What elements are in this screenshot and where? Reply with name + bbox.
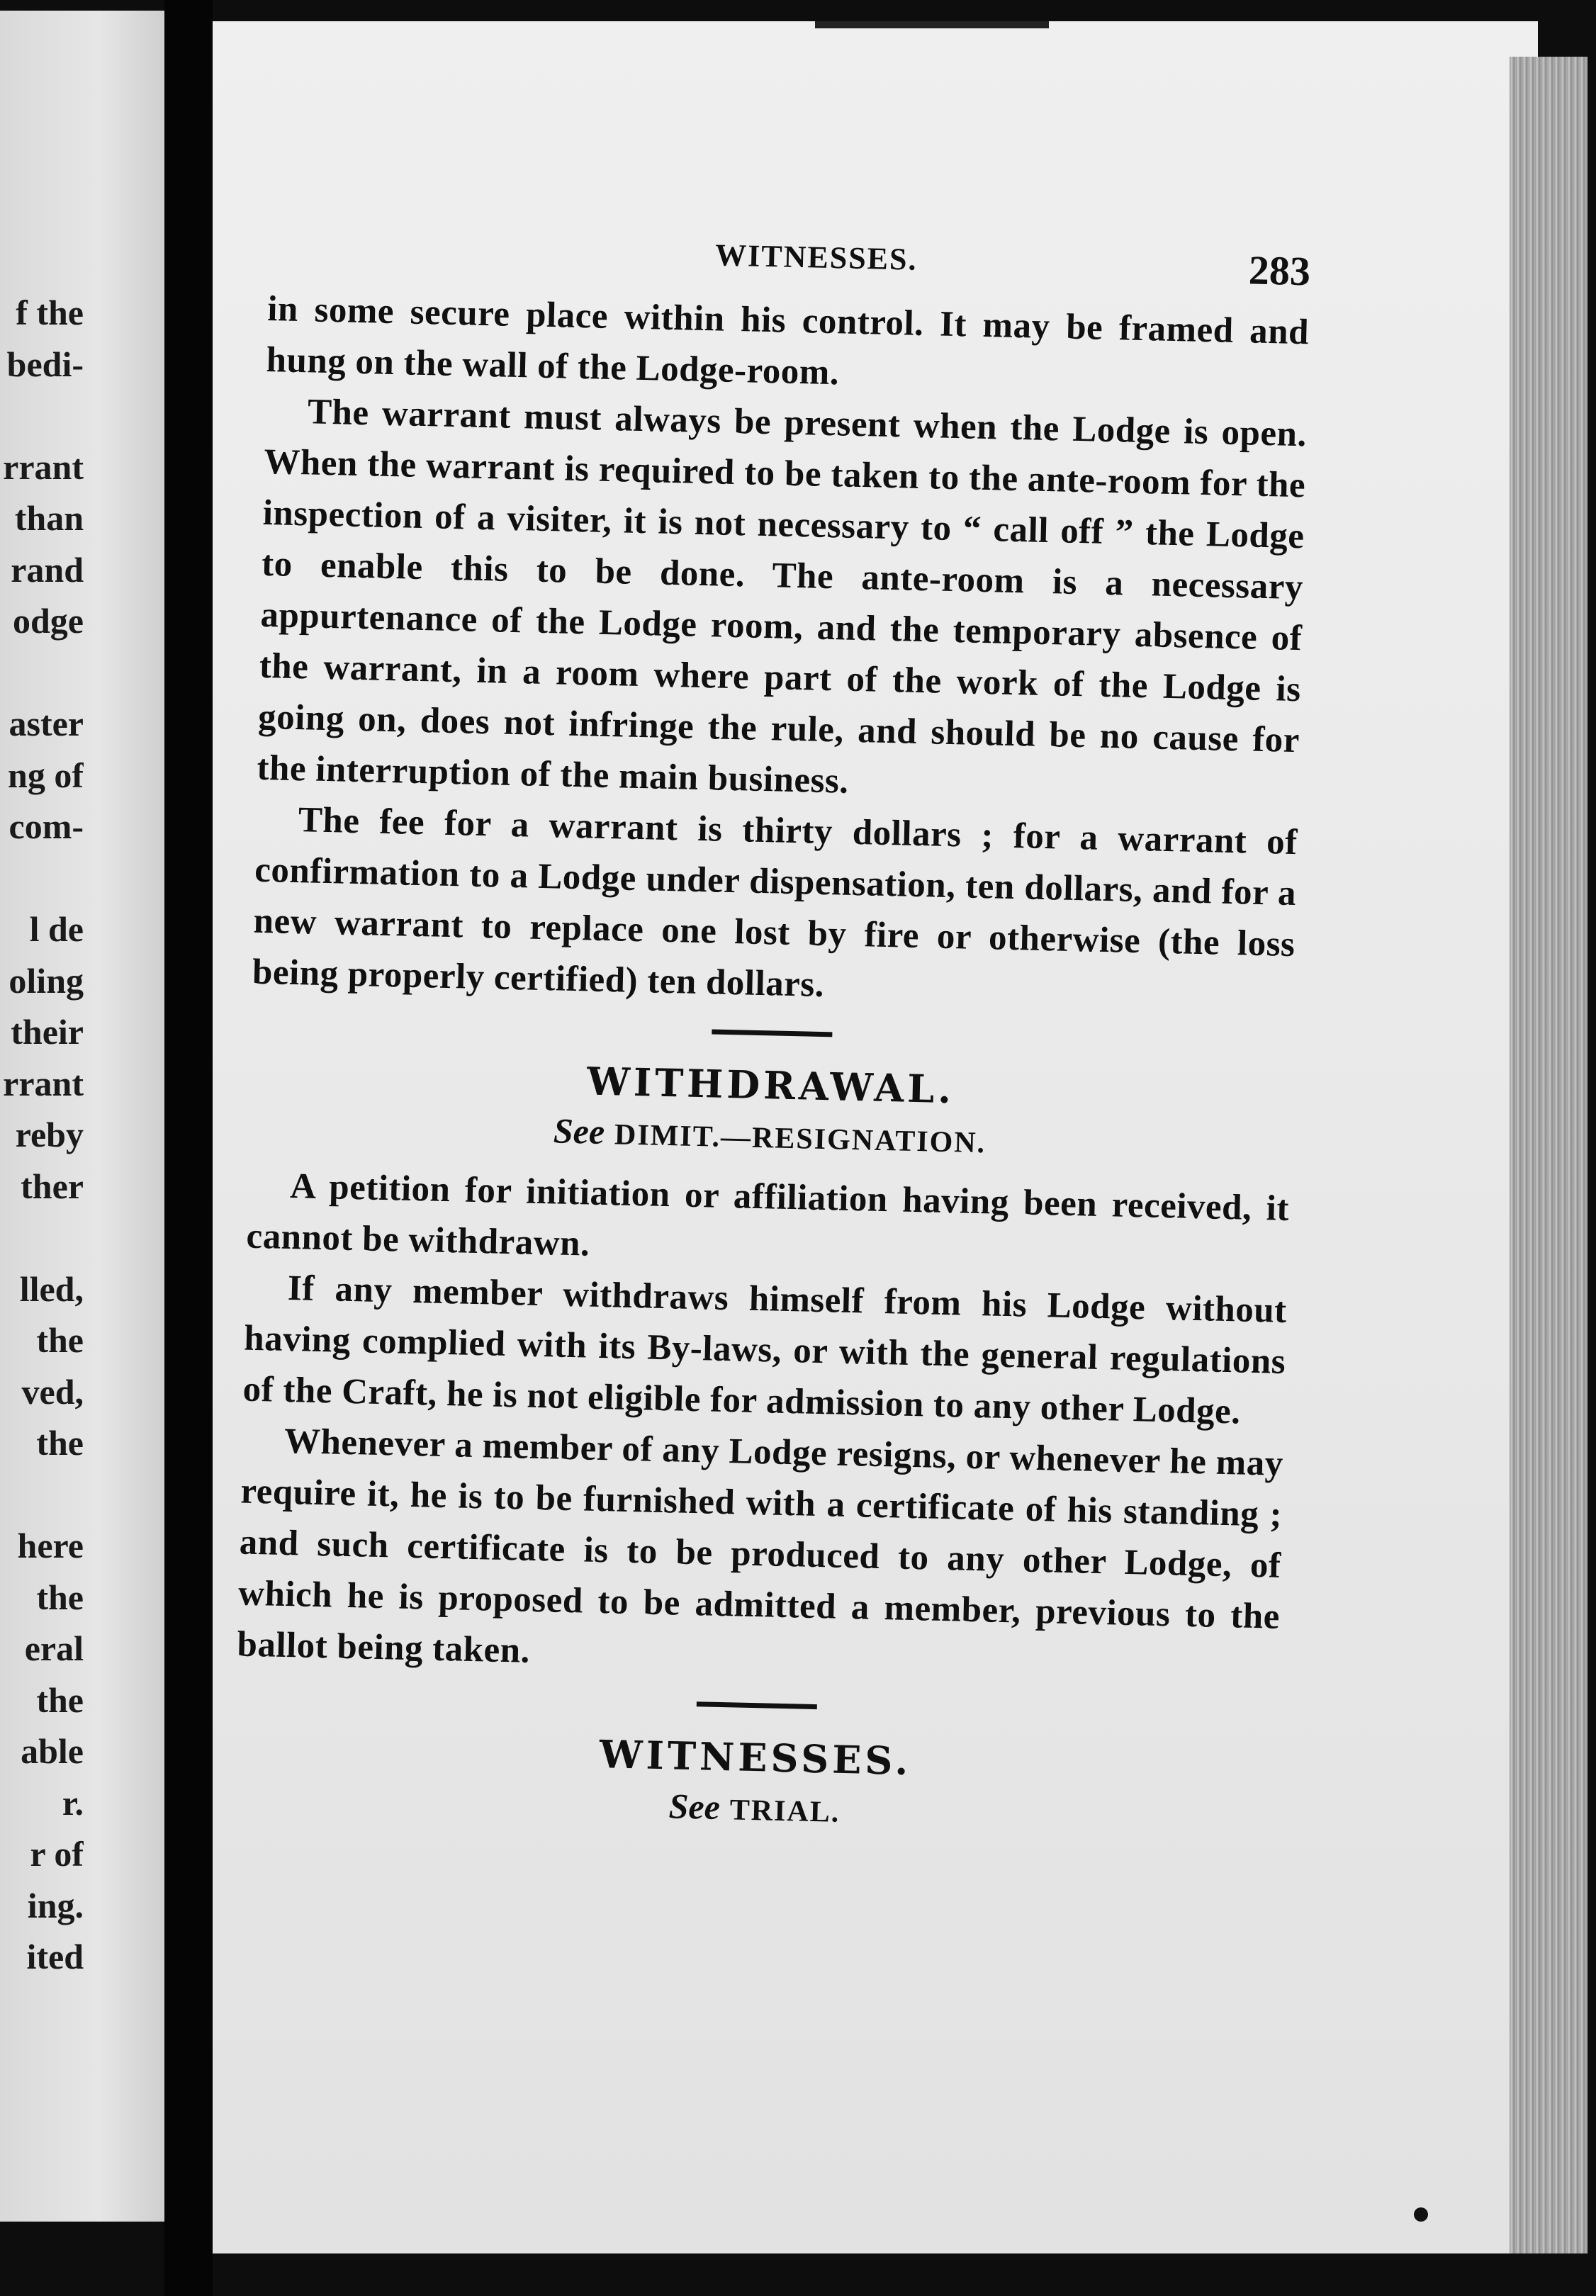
left-fragment-line: eral (24, 1628, 84, 1668)
left-fragment-line: odge (13, 601, 84, 641)
left-fragment-line (0, 1469, 84, 1521)
left-fragment-line: ited (26, 1937, 84, 1976)
left-fragment-line: aster (9, 704, 84, 743)
left-fragment-line (0, 1212, 84, 1264)
left-fragment-line: rrant (3, 446, 84, 487)
left-fragment-line: their (11, 1012, 84, 1052)
withdrawal-heading: WITHDRAWAL. (586, 1058, 955, 1113)
warrant-fee-paragraph: The fee for a warrant is thirty dollars ; for a warrant of confirmation to a Lodge under dispensation, ten dollars, and for a new warrant to replace one lost by fire or otherwise (the loss being properly certified) ten dollars. (252, 800, 1298, 1006)
cross-reference-targets: DIMIT.—RESIGNATION. (614, 1118, 987, 1160)
left-fragment-line (0, 647, 84, 699)
left-fragment-line: com- (9, 806, 84, 846)
left-fragment-line: ved, (21, 1371, 84, 1412)
ink-dot (1414, 2207, 1428, 2222)
cross-reference-targets: TRIAL. (729, 1794, 841, 1829)
page-header: WITNESSES. (714, 237, 918, 277)
left-fragment-line: rand (11, 549, 84, 590)
left-fragment-line: lled, (19, 1268, 84, 1309)
left-fragment-line (0, 852, 84, 904)
withdrawal-paragraph: If any member withdraws himself from his Lodge without having complied with its By-laws, or with the general regulations of the Craft, he is not eligible for admission to any other Lodge. (242, 1268, 1288, 1432)
left-fragment-line: the (36, 1679, 84, 1720)
witnesses-heading: WITNESSES. (599, 1731, 913, 1784)
warrant-paragraph: The warrant must always be present when the Lodge is open. When the warrant is required to be taken to the ante-room for the inspection of a visiter, it is not necessary to “ call off ” the Lodge to enable this to be done. The ante-room is a necessary appurtenance of the Lodge room, and the temporary absence of the warrant, in a room where part of the work of the Lodge is going on, does not infringe the rule, and should be no cause for the interruption of the main business. (257, 392, 1308, 801)
withdrawal-paragraph: Whenever a member of any Lodge resigns, or whenever he may require it, he is to be furnished with a certificate of his standing ; and such certificate is to be produced to any other Lodge, of which he is proposed to be admitted a member, previous to the ballot being taken. (236, 1421, 1284, 1671)
left-fragment-line: ther (21, 1166, 84, 1206)
section-divider (712, 1029, 832, 1037)
left-page-text-fragments (0, 287, 84, 1983)
left-fragment-line: ng of (8, 755, 84, 795)
text-block (233, 227, 1311, 1856)
left-fragment-line: r. (62, 1782, 84, 1823)
left-fragment-line: rrant (3, 1063, 84, 1103)
left-fragment-line: than (14, 498, 84, 538)
left-fragment-line: reby (15, 1115, 84, 1154)
top-mark (815, 21, 1049, 28)
left-fragment-line: the (36, 1423, 84, 1463)
left-fragment-line (0, 390, 84, 441)
left-fragment-line: bedi- (6, 344, 84, 384)
see-word: See (553, 1110, 605, 1152)
left-fragment-line: here (17, 1526, 84, 1565)
left-fragment-line: oling (9, 960, 84, 1001)
left-fragment-line: l de (29, 909, 84, 949)
left-fragment-line: f the (16, 293, 84, 332)
section-divider (697, 1701, 817, 1709)
page-edges (1510, 57, 1587, 2253)
withdrawal-paragraph: A petition for initiation or affiliation having been received, it cannot be withdrawn. (246, 1166, 1290, 1264)
left-fragment-line: r of (30, 1834, 84, 1874)
left-fragment-line: the (36, 1577, 84, 1617)
left-fragment-line: able (21, 1731, 84, 1771)
book-gutter (164, 0, 213, 2296)
continued-paragraph: in some secure place within his control. It may be framed and hung on the wall of the Lodge-room. (266, 288, 1310, 393)
left-fragment-line: ing. (27, 1885, 84, 1925)
page-number: 283 (1248, 247, 1311, 295)
left-fragment-line: the (36, 1320, 84, 1360)
see-word: See (668, 1786, 721, 1827)
left-facing-page (0, 11, 164, 2222)
